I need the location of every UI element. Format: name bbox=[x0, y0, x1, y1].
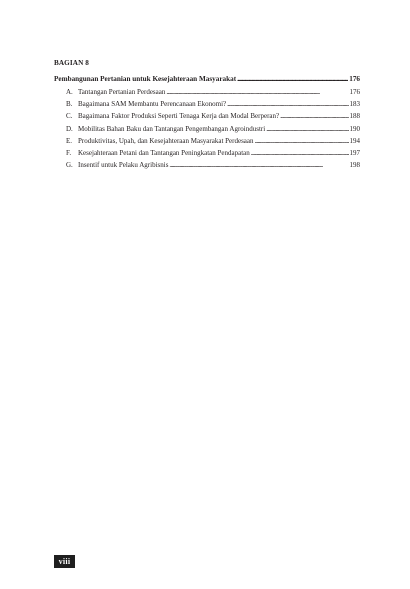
entry-title: Mobilitas Bahan Baku dan Tantangan Pengembangan Agroindustri bbox=[78, 124, 266, 133]
part-title: BAGIAN 8 bbox=[54, 59, 89, 67]
toc-entry[interactable] bbox=[54, 147, 360, 159]
page-number-tab: viii bbox=[54, 555, 75, 568]
entry-letter: C. bbox=[66, 112, 73, 121]
dot-leader bbox=[169, 159, 348, 171]
toc-entry[interactable] bbox=[54, 159, 360, 171]
toc-entry[interactable] bbox=[54, 86, 360, 98]
dot-leader bbox=[237, 75, 348, 84]
chapter-page-number: 176 bbox=[349, 75, 360, 83]
chapter-entry[interactable] bbox=[54, 75, 360, 84]
entry-letter: D. bbox=[66, 124, 73, 133]
entry-page-number: 188 bbox=[349, 112, 360, 121]
toc-entry[interactable] bbox=[54, 123, 360, 135]
entry-letter: G. bbox=[66, 161, 73, 170]
chapter-title: Pembangunan Pertanian untuk Kesejahteraan Masyarakat bbox=[54, 75, 237, 83]
dot-leader bbox=[227, 98, 348, 110]
entry-page-number: 198 bbox=[349, 161, 360, 170]
entry-letter: B. bbox=[66, 100, 73, 109]
entry-page-number: 194 bbox=[349, 136, 360, 145]
section-list bbox=[54, 86, 360, 171]
toc-entry[interactable] bbox=[54, 135, 360, 147]
entry-letter: E. bbox=[66, 136, 73, 145]
dot-leader bbox=[166, 86, 348, 98]
entry-letter: F. bbox=[66, 149, 72, 158]
toc-entry[interactable] bbox=[54, 110, 360, 122]
dot-leader bbox=[255, 135, 349, 147]
entry-page-number: 176 bbox=[349, 88, 360, 96]
dot-leader bbox=[280, 110, 348, 122]
dot-leader bbox=[266, 123, 348, 135]
entry-page-number: 197 bbox=[349, 149, 360, 158]
entry-title: Bagaimana Faktor Produksi Seperti Tenaga Kerja dan Modal Berperan? bbox=[78, 112, 280, 121]
entry-page-number: 190 bbox=[349, 124, 360, 133]
entry-title: Insentif untuk Pelaku Agribisnis bbox=[78, 161, 169, 170]
table-of-contents bbox=[54, 59, 360, 171]
entry-title: Produktivitas, Upah, dan Kesejahteraan Masyarakat Perdesaan bbox=[78, 136, 254, 145]
entry-title: Bagaimana SAM Membantu Perencanaan Ekonomi? bbox=[78, 100, 227, 109]
entry-title: Kesejahteraan Petani dan Tantangan Peningkatan Pendapatan bbox=[78, 149, 250, 158]
entry-page-number: 183 bbox=[349, 100, 360, 109]
entry-letter: A. bbox=[66, 88, 73, 96]
entry-title: Tantangan Pertanian Perdesaan bbox=[78, 88, 166, 96]
dot-leader bbox=[251, 147, 349, 159]
toc-entry[interactable] bbox=[54, 98, 360, 110]
